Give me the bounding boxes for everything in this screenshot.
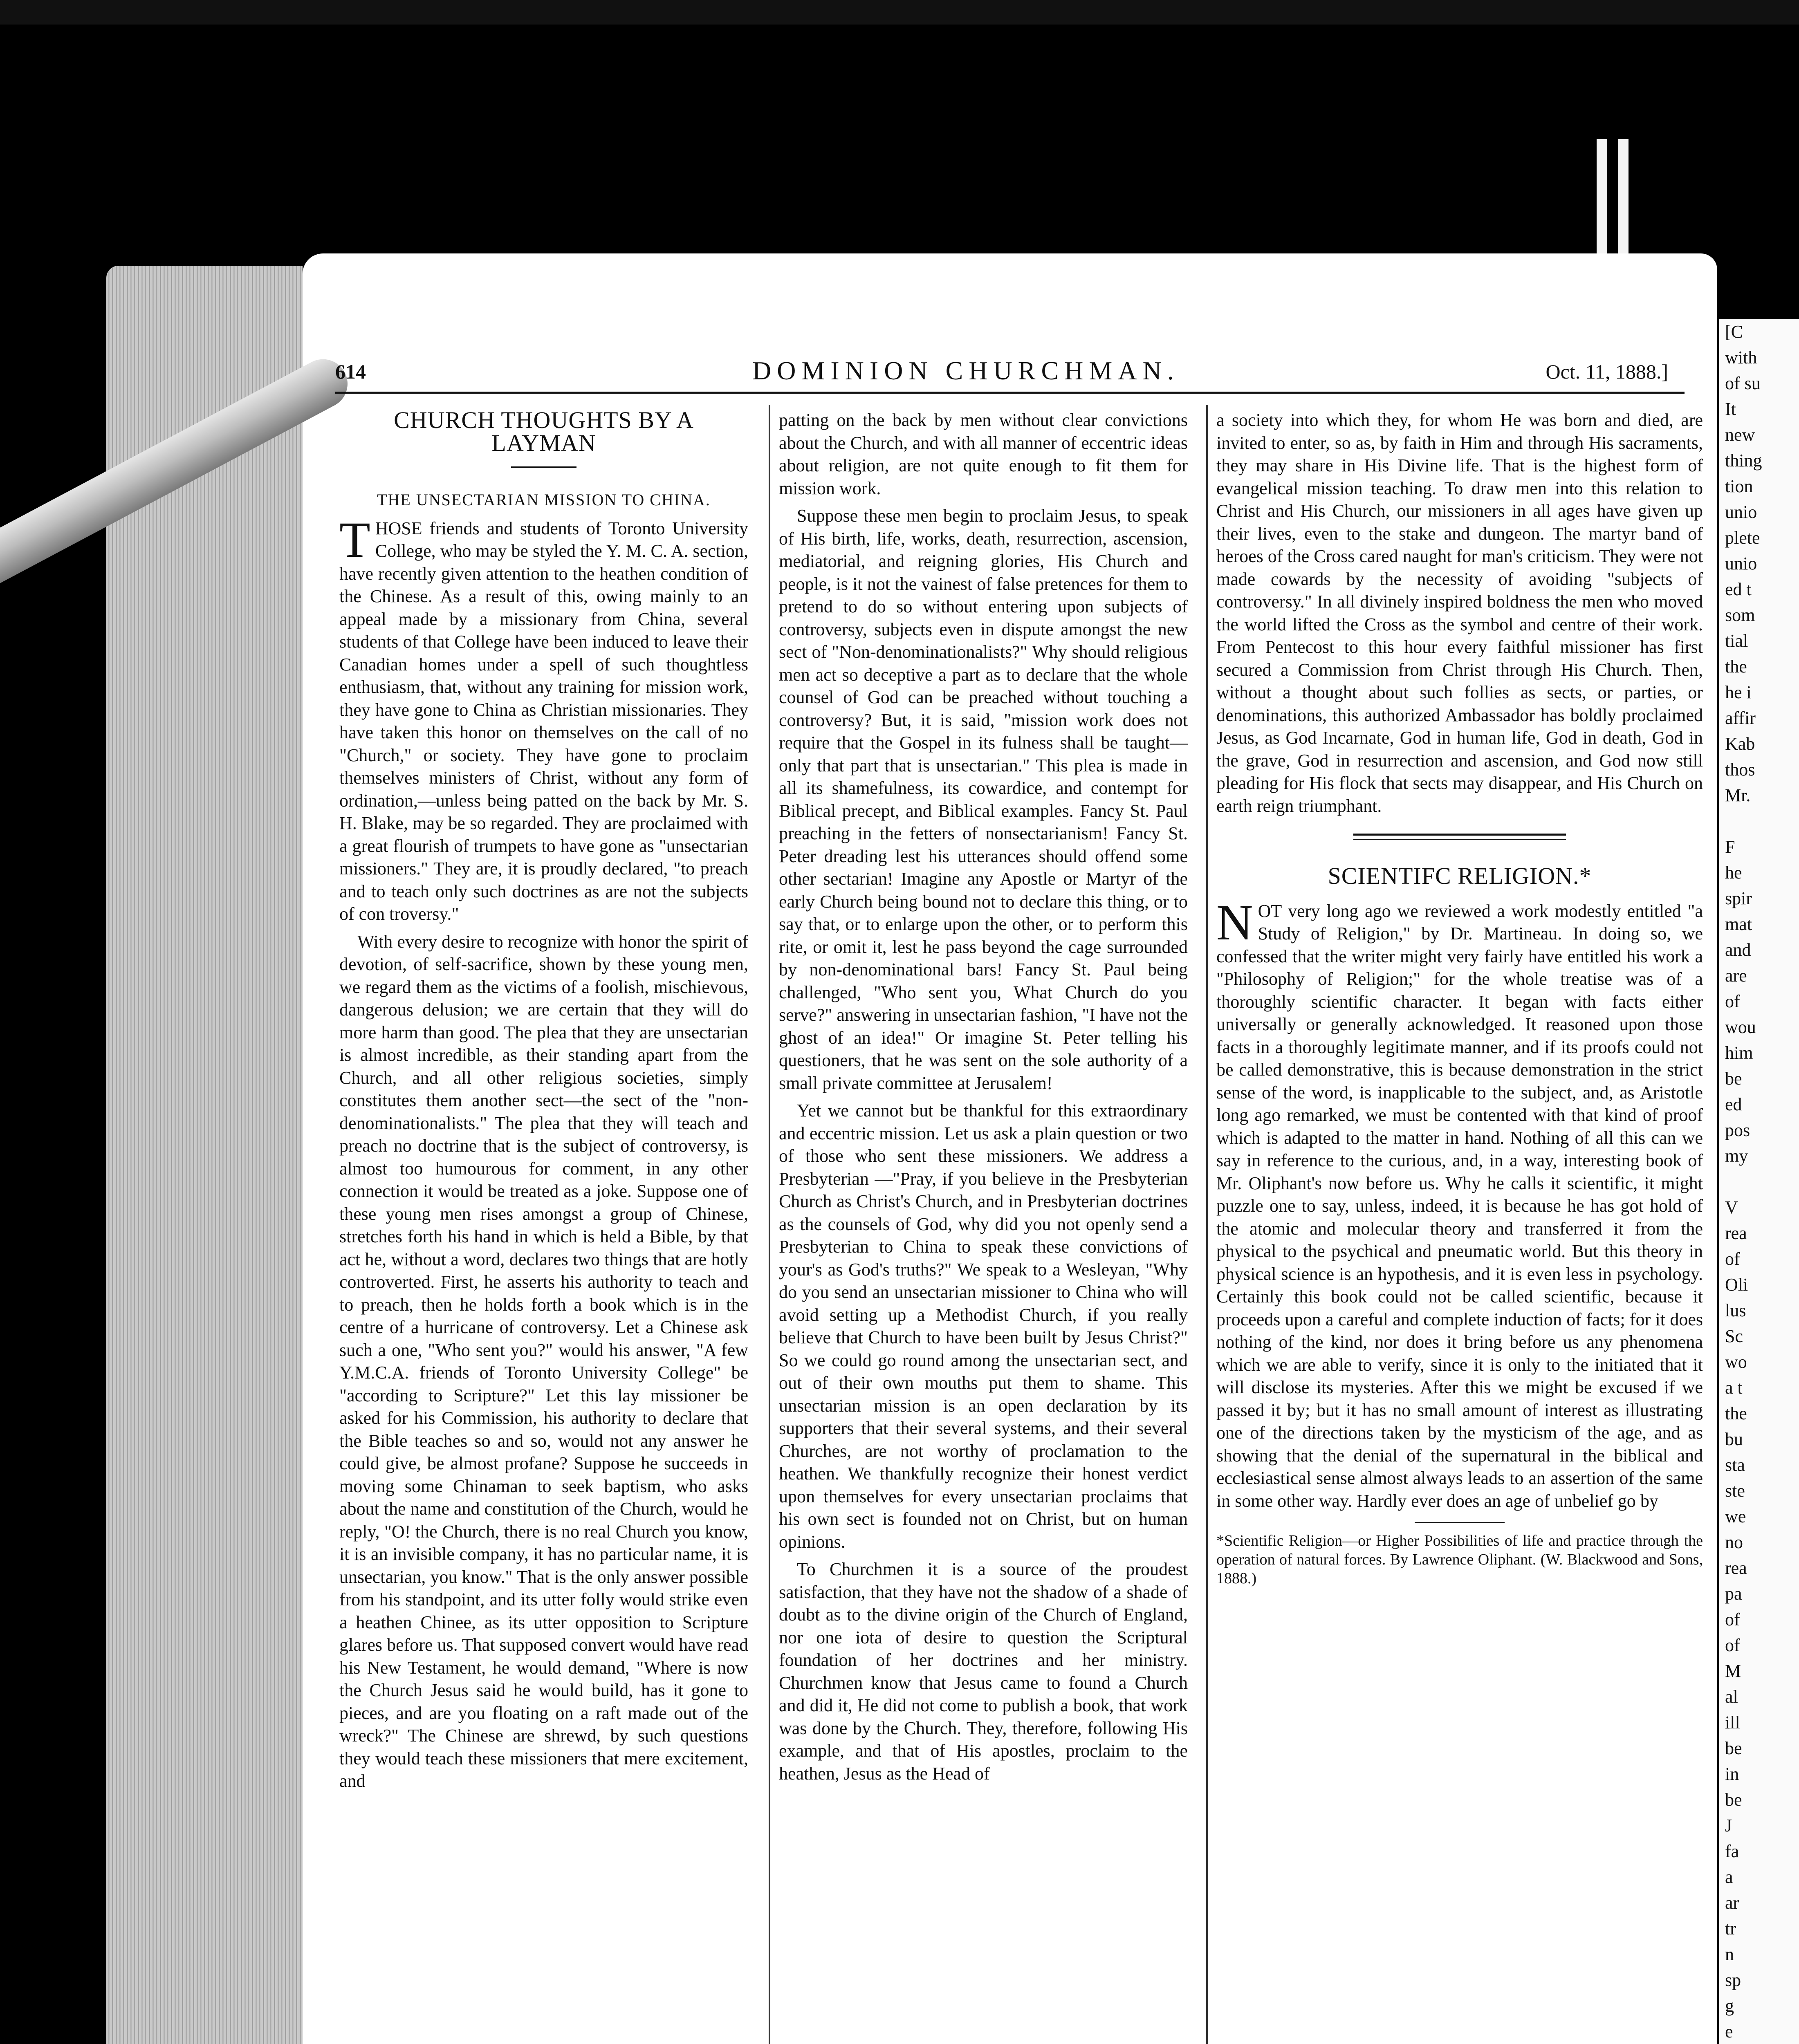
fragment-line: Mr.	[1725, 785, 1751, 805]
fragment-line: plete	[1725, 528, 1760, 548]
fragment-line: he	[1725, 863, 1742, 883]
footnote: *Scientific Religion—or Higher Possibilities of life and practice through the operation of natural forces. By Lawrence Oliphant. (W. Blackwood and Sons, 1888.)	[1216, 1532, 1703, 1587]
section-rule	[1353, 834, 1566, 840]
fragment-line: wo	[1725, 1352, 1747, 1372]
column-divider	[769, 405, 770, 2044]
fragment-line: the	[1725, 1403, 1747, 1423]
fragment-line: rea	[1725, 1558, 1747, 1578]
fragment-line: mat	[1725, 914, 1752, 934]
fragment-line: thing	[1725, 450, 1762, 471]
fragment-line: of su	[1725, 373, 1761, 393]
fragment-line: g	[1725, 1996, 1734, 2016]
fragment-line: fa	[1725, 1841, 1739, 1861]
fragment-line: Oli	[1725, 1275, 1748, 1295]
fragment-line: with	[1725, 347, 1757, 368]
drop-cap: N	[1216, 894, 1253, 950]
masthead: DOMINION CHURCHMAN.	[752, 356, 1180, 385]
fragment-line: n	[1725, 1944, 1734, 1964]
paragraph	[1216, 894, 1703, 1513]
fragment-line: of	[1725, 1609, 1740, 1629]
fragment-line: pos	[1725, 1120, 1750, 1140]
column-three	[1216, 409, 1703, 1588]
fragment-line: ste	[1725, 1481, 1745, 1501]
fragment-line: of	[1725, 1635, 1740, 1655]
fragment-line: unio	[1725, 554, 1757, 574]
fragment-line: a	[1725, 1867, 1733, 1887]
fragment-line: F	[1725, 837, 1735, 857]
article-title: CHURCH THOUGHTS BY A LAYMAN	[394, 407, 694, 456]
scanner-top-strip	[0, 0, 1799, 25]
fragment-line: in	[1725, 1764, 1739, 1784]
paragraph: patting on the back by men without clear convictions about the Church, and with all manner of eccentric ideas about religion, are not quite enough to fit them for mission work.	[779, 410, 1188, 498]
adjacent-page-fragment	[1719, 319, 1799, 2044]
fragment-line: he i	[1725, 682, 1752, 702]
paragraph: Suppose these men begin to proclaim Jesus, to speak of His birth, life, works, death, resurrection, ascension, mediatorial, and reigning glories, His Church and people, is it not the vainest of false pretences for them to pretend to do so without entering upon subjects of controversy, subjects even in dispute amongst the new sect of "Non-denominationalists?" Why should religious men act so deceptive a part as to declare that the whole counsel of God can be preached without touching a controversy? But, it is said, "mission work does not require that the Gospel in its fulness shall be taught—only that part that is unsectarian." This plea is made in all its shamefulness, its cowardice, and contempt for Biblical precept, and Biblical examples. Fancy St. Paul preaching in the fetters of nonsectarianism! Fancy St. Peter dreading lest his utterances should offend some other sectarian! Imagine any Apostle or Martyr of the early Church being bound not to declare this thing, or to say that, or to enlarge upon the other, or to perform this rite, or omit it, lest he pass beyond the cage surrounded by non-denominational bars! Fancy St. Paul being challenged, "Who sent you, What Church do you serve?" answering in unsectarian fashion, "I have not the ghost of an idea!" Or imagine St. Peter telling his questioners, that he was sent on the sole authority of a small private committee at Jerusalem!	[779, 506, 1188, 1093]
paragraph	[339, 511, 748, 926]
footnote-rule	[1415, 1522, 1505, 1523]
fragment-line: of	[1725, 991, 1740, 1011]
fragment-line: ill	[1725, 1712, 1740, 1732]
fragment-line: tr	[1725, 1918, 1736, 1939]
fragment-line: affir	[1725, 708, 1756, 728]
registration-bar	[1618, 139, 1629, 262]
registration-bar	[1597, 139, 1607, 262]
fragment-line: tial	[1725, 631, 1748, 651]
page-header	[335, 356, 1685, 388]
fragment-line: ed	[1725, 1094, 1742, 1114]
fragment-line: V	[1725, 1197, 1738, 1217]
column-divider	[1206, 405, 1208, 2044]
header-rule	[335, 392, 1685, 394]
paragraph: a society into which they, for whom He was born and died, are invited to enter, so as, by faith in Him and through His sacraments, they may share in His Divine life. That is the highest form of evangelical mission teaching. To draw men into this relation to Christ and His Church, our missioners in all ages have given up their lives, even to the stake and dungeon. The martyr band of heroes of the Cross cared naught for man's criticism. They were not made cowards by the necessity of avoiding "subjects of controversy." In all divinely inspired boldness the men who moved the world lifted the Cross as the symbol and centre of their work. From Pentecost to this hour every faithful missioner has first secured a Commission from Christ through His Church. Then, without a thought about such follies as sects, or parties, or denominations, this authorized Ambassador has boldly proclaimed Jesus, as God Incarnate, God in human life, God in death, God in the grave, God in resurrection and ascension, and God now still pleading for His flock that sects may disappear, and His Church on earth reign triumphant.	[1216, 410, 1703, 816]
paragraph: To Churchmen it is a source of the proudest satisfaction, that they have not the shadow of a shade of doubt as to the divine origin of the Church of England, nor one iota of desire to question the Scriptural foundation of her doctrines and her ministry. Churchmen know that Jesus came to found a Church and did it, He did not come to publish a book, that work was done by the Church. They, therefore, following His example, and that of His apostles, proclaim to the heathen, Jesus as the Head of	[779, 1559, 1188, 1784]
fragment-line: wou	[1725, 1017, 1756, 1037]
fragment-line: of	[1725, 1249, 1740, 1269]
fragment-line: Sc	[1725, 1326, 1743, 1346]
fragment-line: be	[1725, 1790, 1742, 1810]
fragment-line: Kab	[1725, 734, 1755, 754]
fragment-line: sp	[1725, 1970, 1741, 1990]
page-number: 614	[335, 360, 366, 383]
fragment-line: M	[1725, 1661, 1741, 1681]
article-subtitle: THE UNSECTARIAN MISSION TO CHINA.	[377, 491, 711, 509]
fragment-line: him	[1725, 1043, 1753, 1063]
fragment-line: rea	[1725, 1223, 1747, 1243]
article-title: SCIENTIFC RELIGION.*	[1328, 863, 1592, 889]
drop-cap: T	[339, 511, 370, 568]
fragment-line: som	[1725, 605, 1755, 625]
paragraph: With every desire to recognize with honor the spirit of devotion, of self-sacrifice, shown by these young men, we regard them as the victims of a foolish, mischievous, dangerous delusion; we are certain that they will do more harm than good. The plea that they are unsectarian is almost incredible, as their standing apart from the Church, and all other religious societies, simply constitutes them another sect—the sect of the "non-denominationalists." The plea that they will teach and preach no doctrine that is the subject of controversy, is almost too humourous for comment, in any other connection it would be treated as a joke. Suppose one of these young men rises amongst a group of Chinese, stretches forth his hand in which is held a Bible, by that act he, without a word, declares two things that are hotly controverted. First, he asserts his authority to teach and to preach, then he holds forth a book which is in the centre of a hurricane of controversy. Let a Chinese ask such a one, "Who sent you?" would his answer, "A few Y.M.C.A. friends of Toronto University College" be "according to Scripture?" Let this lay missioner be asked for his Commission, his authority to declare that the Bible teaches so and so, would not any answer he could give, be almost profane? Suppose he succeeds in moving some Chinaman to seek baptism, who asks about the name and constitution of the Church, would he reply, "O! the Church, there is no real Church you know, it is an invisible company, it has no particular name, it is unsectarian, you know." That is the only answer possible from his standpoint, and its utter folly would strike even a heathen Chinee, as its utter opposition to Scripture glares before us. That supposed convert would have read his New Testament, he would demand, "Where is now the Church Jesus said he would build, has it gone to pieces, and are you floating on a raft made out of the wreck?" The Chinese are shrewd, by such questions they would teach these missioners that mere excitement, and	[339, 931, 748, 1791]
fragment-line: It	[1725, 399, 1736, 419]
fragment-line: ar	[1725, 1893, 1739, 1913]
title-rule	[511, 466, 576, 468]
fragment-line: J	[1725, 1815, 1732, 1836]
fragment-line: and	[1725, 940, 1751, 960]
fragment-line: new	[1725, 425, 1755, 445]
fragment-line: tion	[1725, 476, 1753, 496]
column-two	[779, 409, 1188, 1790]
fragment-line: e	[1725, 2022, 1733, 2042]
fragment-line: the	[1725, 657, 1747, 677]
fragment-line: ed t	[1725, 579, 1752, 599]
fragment-line: are	[1725, 966, 1747, 986]
fragment-line: a t	[1725, 1378, 1743, 1398]
fragment-line: thos	[1725, 760, 1755, 780]
paragraph-text: HOSE friends and students of Toronto University College, who may be styled the Y. M. C. A. section, have recently given attention to the heathen condition of the Chinese. As a result of this, owing mainly to an appeal made by a missionary from China, several students of that College have been induced to leave their Canadian homes under a spell of such thoughtless enthusiasm, that, without any training for mission work, they have gone to China as Christian missionaries. They have taken this honor on themselves on the call of no "Church," or society. They have gone to proclaim themselves ministers of Christ, without any form of ordination,—unless being patted on the back by Mr. S. H. Blake, may be so regarded. They are proclaimed with a great flourish of trumpets to have gone as "unsectarian missioners." They are, it is proudly declared, "to preach and to teach only such doctrines as are not the subjects of con troversy."	[339, 518, 748, 924]
fragment-line	[1719, 808, 1799, 834]
fragment-line: al	[1725, 1687, 1738, 1707]
fragment-line: spir	[1725, 888, 1752, 908]
fragment-line: [C	[1725, 322, 1743, 342]
fragment-line: my	[1725, 1146, 1748, 1166]
fragment-line: we	[1725, 1506, 1746, 1526]
fragment-line: be	[1725, 1738, 1742, 1758]
fragment-line: no	[1725, 1532, 1743, 1552]
fragment-line	[1719, 1169, 1799, 1195]
paragraph: Yet we cannot but be thankful for this extraordinary and eccentric mission. Let us ask a plain question or two of those who sent these missioners. We address a Presbyterian —"Pray, if you believe in the Presbyterian Church as Christ's Church, and in Presbyterian doctrines as the counsels of God, why did you not openly send a Presbyterian to China to speak these convictions of your's as God's truths?" We speak to a Wesleyan, "Why do you send an unsectarian missioner to China who will avoid setting up a Methodist Church, if you really believe that Church to have been built by Jesus Christ?" So we could go round among the unsectarian sect, and out of their own mouths put them to shame. This unsectarian mission is an open declaration by its supporters that their several systems, and their several Churches, are not worthy of proclamation to the heathen. We thankfully recognize their honest verdict upon themselves for every unsectarian proclaims that his own sect is founded not on Christ, but on human opinions.	[779, 1100, 1188, 1552]
fragment-line: pa	[1725, 1584, 1742, 1604]
fragment-line: sta	[1725, 1455, 1745, 1475]
paragraph-text: OT very long ago we reviewed a work modestly entitled "a Study of Religion," by Dr. Martineau. In doing so, we confessed that the writer might very fairly have entitled his work a "Philosophy of Religion;" for the whole treatise was of a thoroughly scientific character. It began with facts either universally or generally acknowledged. It reasoned upon those facts in a thoroughly legitimate manner, and if its proofs could not be called demonstrative, this is because demonstration in the strict sense of the word, is inapplicable to the subject, and, as Aristotle long ago remarked, we must be contented with that kind of proof which is adapted to the matter in hand. Nothing of all this can we say in reference to the curious, and, in a way, interesting book of Mr. Oliphant's now before us. Why he calls it scientific, it might puzzle one to say, unless, indeed, it is because he has got hold of the atomic and molecular theory and transferred it from the physical to the psychical and pneumatic world. But this theory in physical science is an hypothesis, and it is even less in psychology. Certainly this book could not be called scientific, because it proceeds upon a careful and complete induction of facts; for it does nothing of the kind, nor does it bring before us any phenomena which we are able to verify, since it is only to the initiated that it will disclose its mysteries. After this we might be excused if we passed it by; but it has no small amount of interest as illustrating one of the directions taken by the mysticism of the age, and as showing that the denial of the supernatural in the biblical and ecclesiastical sense almost always leads to an assertion of the same in some other way. Hardly ever does an age of unbelief go by	[1216, 901, 1703, 1511]
fragment-line: unio	[1725, 502, 1757, 522]
issue-date: Oct. 11, 1888.]	[1546, 360, 1668, 383]
fragment-line: lus	[1725, 1300, 1746, 1320]
book-page-edges	[106, 266, 303, 2044]
column-one	[339, 409, 748, 1797]
fragment-line: bu	[1725, 1429, 1743, 1449]
fragment-line: be	[1725, 1069, 1742, 1089]
